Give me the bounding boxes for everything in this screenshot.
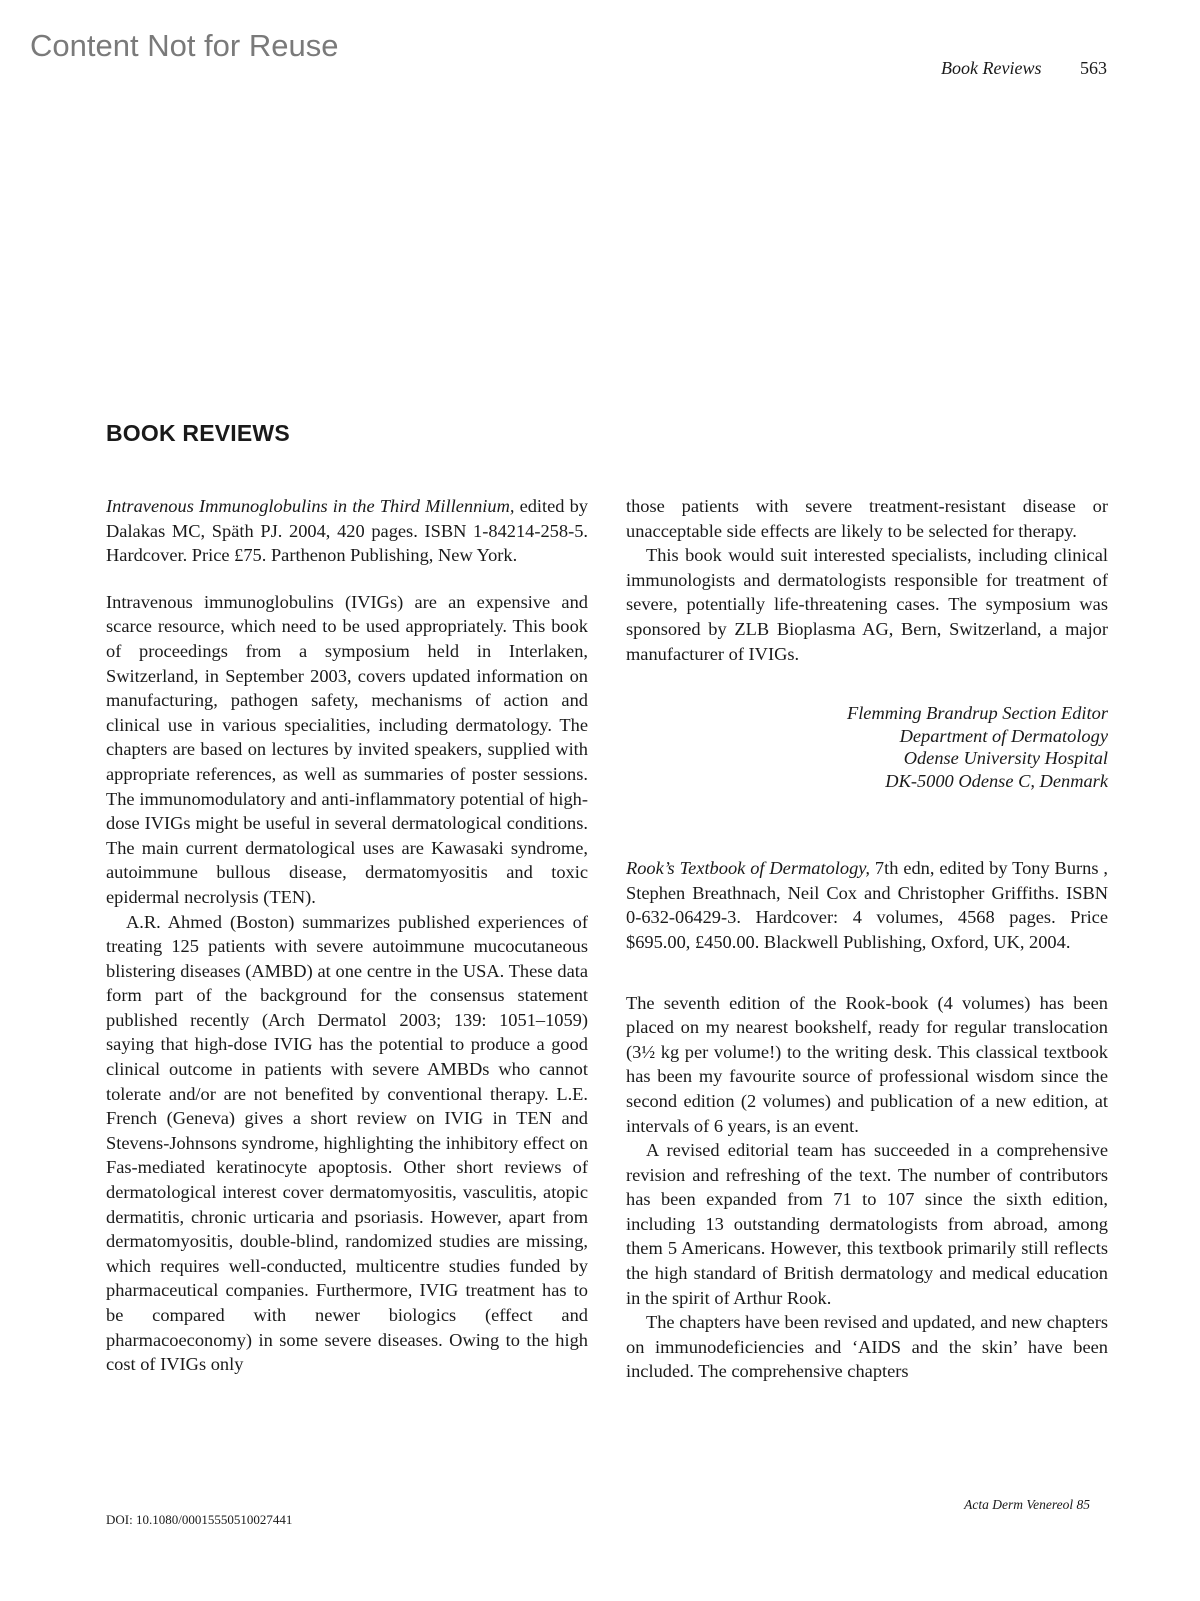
- right-column: [626, 494, 1108, 1384]
- left-column: [106, 494, 588, 1377]
- review1-citation-details: edited by Dalakas MC, Späth PJ. 2004, 420 pages. ISBN 1-84214-258-5. Hardcover. Price £75. Parthenon Publishing, New York.: [106, 496, 588, 566]
- editor-line: Department of Dermatology: [899, 725, 1108, 746]
- review2-book-title: Rook’s Textbook of Dermatology,: [626, 858, 871, 879]
- review2-paragraph: The chapters have been revised and updated, and new chapters on immunodeficiencies and ‘AIDS and the skin’ have been included. The comprehensive chapters: [626, 1312, 1108, 1382]
- review1-paragraph: those patients with severe treatment-resistant disease or unacceptable side effects are likely to be selected for therapy.: [626, 496, 1108, 541]
- editor-line: Flemming Brandrup Section Editor: [846, 703, 1108, 724]
- running-head: [941, 58, 1107, 79]
- review1-paragraph: This book would suit interested specialists, including clinical immunologists and dermatologists responsible for treatment of severe, potentially life-threatening cases. The symposium was sponsored by ZLB Bioplasma AG, Bern, Switzerland, a major manufacturer of IVIGs.: [626, 545, 1108, 664]
- page-number: 563: [1080, 58, 1107, 78]
- review1-editor-signature: [626, 702, 1108, 792]
- review2-citation-details: 7th edn, edited by Tony Burns , Stephen Breathnach, Neil Cox and Christopher Griffiths. ISBN 0-632-06429-3. Hardcover: 4 volumes, 4568 pages. Price $695.00, £450.00. Blackwell Publishing, Oxford, UK, 2004.: [626, 858, 1108, 952]
- review1-citation: [106, 494, 588, 568]
- review1-book-title: Intravenous Immunoglobulins in the Third Millennium,: [106, 496, 515, 516]
- review2-citation: [626, 856, 1108, 954]
- editor-line: Odense University Hospital: [903, 748, 1108, 769]
- editor-line: DK-5000 Odense C, Denmark: [885, 770, 1108, 791]
- review1-paragraph: A.R. Ahmed (Boston) summarizes published experiences of treating 125 patients with severe autoimmune mucocutaneous blistering diseases (AMBD) at one centre in the USA. These data form part of the background for the consensus statement published recently (Arch Dermatol 2003; 139: 1051–1059) saying that high-dose IVIG has the potential to produce a good clinical outcome in patients with severe AMBDs who cannot tolerate and/or are not benefited by conventional therapy. L.E. French (Geneva) gives a short review on IVIG in TEN and Stevens-Johnsons syndrome, highlighting the inhibitory effect on Fas-mediated keratinocyte apoptosis. Other short reviews of dermatological interest cover dermatomyositis, vasculitis, atopic dermatitis, chronic urticaria and psoriasis. However, apart from dermatomyositis, double-blind, randomized studies are missing, which requires well-conducted, multicentre studies funded by pharmaceutical companies. Furthermore, IVIG treatment has to be compared with newer biologics (effect and pharmacoeconomy) in some severe diseases. Owing to the high cost of IVIGs only: [106, 911, 588, 1375]
- review2-paragraph: The seventh edition of the Rook-book (4 volumes) has been placed on my nearest bookshelf, ready for regular translocation (3½ kg per volume!) to the writing desk. This classical textbook has been my favourite source of professional wisdom since the second edition (2 volumes) and publication of a new edition, at intervals of 6 years, is an event.: [626, 992, 1108, 1136]
- review2-paragraph: A revised editorial team has succeeded in a comprehensive revision and refreshing of the text. The number of contributors has been expanded from 71 to 107 since the sixth edition, including 13 outstanding dermatologists from abroad, among them 5 Americans. However, this textbook primarily still reflects the high standard of British dermatology and medical education in the spirit of Arthur Rook.: [626, 1140, 1108, 1308]
- section-title: BOOK REVIEWS: [106, 420, 290, 446]
- journal-footer: Acta Derm Venereol 85: [964, 1497, 1090, 1512]
- watermark: Content Not for Reuse: [30, 28, 339, 63]
- doi: DOI: 10.1080/00015550510027441: [106, 1512, 293, 1527]
- running-head-journal: Book Reviews: [941, 58, 1042, 78]
- review1-paragraph: Intravenous immunoglobulins (IVIGs) are an expensive and scarce resource, which need to be used appropriately. This book of proceedings from a symposium held in Interlaken, Switzerland, in September 2003, covers updated information on manufacturing, pathogen safety, mechanisms of action and clinical use in various specialities, including dermatology. The chapters are based on lectures by invited speakers, supplied with appropriate references, as well as summaries of poster sessions. The immunomodulatory and anti-inflammatory potential of high-dose IVIGs might be useful in several dermatological conditions. The main current dermatological uses are Kawasaki syndrome, autoimmune bullous disease, dermatomyositis and toxic epidermal necrolysis (TEN).: [106, 591, 588, 907]
